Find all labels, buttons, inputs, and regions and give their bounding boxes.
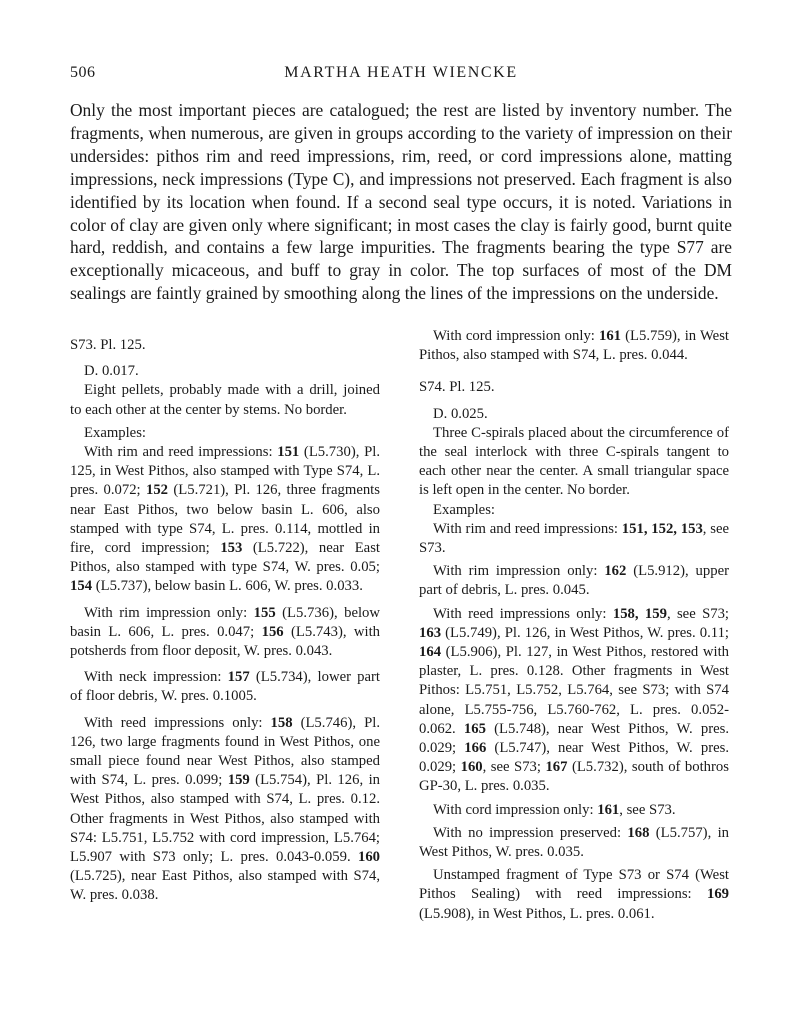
catalogue-number: 151, 152, 153 — [621, 520, 703, 537]
entry-text: (L5.912), upper part of debris, L. pres. 0.045. — [419, 563, 729, 599]
catalogue-number: 157 — [227, 669, 250, 686]
entry-text: Three C-spirals placed about the circumference of the seal interlock with three C-spirals tangent to each other near the center. A small triangular space is left open in the center. No border. — [419, 424, 729, 499]
entry-text: (L5.759), in West Pithos, also stamped with S74, L. pres. 0.044. — [419, 328, 729, 364]
entry-text: , see S73; — [482, 759, 546, 776]
s73-description — [70, 381, 380, 419]
s74-heading — [419, 378, 729, 397]
catalogue-number: 153 — [220, 540, 243, 557]
s74-diameter — [419, 405, 729, 424]
entry-text: Unstamped fragment of Type S73 or S74 (West Pithos Sealing) with reed impressions: — [419, 867, 729, 903]
intro-text: Only the most important pieces are catalogued; the rest are listed by inventory number. The fragments, when numerous, are given in groups according to the variety of impression on their undersides: pithos rim and reed impressions, rim, reed, or cord impressions alone, matting impressions, neck impressions (Type C), and impressions not preserved. Each fragment is also identified by its location when found. If a second seal type occurs, it is noted. Variations in color of clay are given only where significant; in most cases the clay is fairly good, burnt quite hard, reddish, and contains a few large impurities. The fragments bearing the type S77 are exceptionally micaceous, and buff to gray in color. The top surfaces of most of the DM sealings are faintly grained by smoothing along the lines of the impressions on the underside. — [70, 100, 732, 304]
entry-text: , see S73. — [419, 520, 729, 557]
entry-text: D. 0.017. — [84, 363, 139, 380]
s73-cord-only — [419, 327, 729, 365]
entry-text: , see S73. — [619, 801, 676, 818]
s73-reed-only — [70, 714, 380, 906]
entry-text: (L5.737), below basin L. 606, W. pres. 0.033. — [92, 578, 363, 595]
entry-text: (L5.906), Pl. 127, in West Pithos, restored with plaster, L. pres. 0.128. Other fragments in West Pithos: L5.751, L5.752, L5.764, see S73; with S74 alone, L5.755-756, L5.760-762, L. pres. 0.052-0.062. — [419, 644, 729, 737]
entry-text: (L5.732), south of bothros GP-30, L. pres. 0.035. — [419, 759, 729, 795]
s73-examples-label — [70, 424, 380, 443]
entry-text: Examples: — [84, 424, 146, 441]
s73-diameter — [70, 362, 380, 381]
s73-rim-reed — [70, 443, 380, 597]
catalogue-number: 165 — [463, 720, 486, 737]
entry-text: , see S73; — [666, 605, 730, 622]
catalogue-number: 160 — [460, 759, 483, 776]
entry-text: (L5.747), near West Pithos, W. pres. 0.029; — [419, 740, 729, 776]
entry-text: With reed impressions only: — [433, 605, 613, 622]
catalogue-number: 151 — [277, 444, 300, 461]
catalogue-number: 164 — [419, 644, 442, 661]
catalogue-number: 163 — [419, 624, 442, 641]
s73-heading — [70, 336, 380, 355]
left-column — [70, 336, 380, 906]
unstamped-fragment — [419, 866, 729, 924]
catalogue-number: 167 — [545, 759, 568, 776]
running-header — [70, 64, 732, 86]
s74-no-impression — [419, 824, 729, 862]
catalogue-number: 158 — [270, 714, 293, 731]
entry-text: With rim impression only: — [433, 563, 605, 580]
entry-text: (L5.734), lower part of floor debris, W. pres. 0.1005. — [70, 669, 381, 705]
catalogue-number: 154 — [70, 578, 93, 595]
s74-rim-only — [419, 562, 729, 600]
catalogue-number: 158, 159 — [612, 605, 667, 622]
entry-text: (L5.748), near West Pithos, W. pres. 0.029; — [419, 720, 729, 757]
catalogue-number: 162 — [604, 563, 627, 580]
catalogue-number: 161 — [597, 801, 620, 818]
entry-text: (L5.730), Pl. 125, in West Pithos, also stamped with Type S74, L. pres. 0.072; — [70, 444, 380, 499]
entry-text: (L5.722), near East Pithos, also stamped with type S74, W. pres. 0.05; — [70, 540, 380, 576]
s74-reed-only — [419, 605, 729, 797]
catalogue-number: 169 — [706, 886, 729, 903]
s74-rim-reed — [419, 520, 729, 558]
entry-text: With rim and reed impressions: — [84, 444, 278, 461]
right-column — [419, 327, 729, 924]
entry-text: (L5.754), Pl. 126, in West Pithos, also stamped with S74, L. pres. 0.12. Other fragments in West Pithos, also stamped with S74: L5.751, L5.752 with cord impression, L5.764; L5.907 with S73 only; L. pres. 0.043-0.059. — [70, 772, 380, 866]
entry-text: D. 0.025. — [433, 405, 488, 422]
entry-text: Examples: — [433, 501, 495, 518]
s74-examples-label — [419, 501, 729, 520]
entry-text: (L5.757), in West Pithos, W. pres. 0.035. — [419, 824, 729, 861]
entry-text: (L5.749), Pl. 126, in West Pithos, W. pres. 0.11; — [441, 624, 729, 641]
entry-text: S74. Pl. 125. — [419, 379, 495, 396]
entry-text: (L5.721), Pl. 126, three fragments near East Pithos, two below basin L. 606, also stamped with type S74, L. pres. 0.114, mottled in fire, cord impression; — [70, 482, 380, 557]
page-number: 506 — [70, 64, 96, 81]
catalogue-number: 161 — [598, 328, 622, 344]
catalogue-number: 160 — [357, 849, 380, 866]
entry-text: With rim impression only: — [84, 604, 254, 621]
entry-text: With rim and reed impressions: — [433, 520, 622, 537]
catalogue-number: 166 — [464, 740, 487, 757]
entry-text: With cord impression only: — [433, 328, 599, 344]
entry-text: With neck impression: — [84, 669, 228, 686]
entry-text: (L5.746), Pl. 126, two large fragments found in West Pithos, one small piece found near West Pithos, also stamped with S74, L. pres. 0.099; — [70, 714, 380, 789]
entry-text: With cord impression only: — [433, 801, 598, 818]
catalogue-number: 156 — [261, 623, 284, 640]
s73-rim-only — [70, 604, 380, 662]
entry-text: (L5.743), with potsherds from floor deposit, W. pres. 0.043. — [70, 623, 381, 660]
s74-description — [419, 424, 729, 501]
entry-text: (L5.725), near East Pithos, also stamped with S74, W. pres. 0.038. — [70, 868, 380, 904]
catalogue-number: 155 — [253, 604, 276, 621]
entry-text: (L5.736), below basin L. 606, L. pres. 0.047; — [70, 604, 380, 640]
entry-text: With no impression preserved: — [433, 824, 628, 841]
catalogue-number: 159 — [227, 772, 250, 789]
intro-paragraph — [70, 99, 732, 305]
running-title: MARTHA HEATH WIENCKE — [284, 64, 518, 81]
entry-text: (L5.908), in West Pithos, L. pres. 0.061. — [419, 905, 655, 922]
catalogue-number: 152 — [145, 482, 169, 499]
entry-text: With reed impressions only: — [84, 714, 271, 731]
s73-neck — [70, 668, 380, 706]
entry-text: Eight pellets, probably made with a drill, joined to each other at the center by stems. No border. — [70, 382, 380, 418]
catalogue-number: 168 — [627, 824, 650, 841]
entry-text: S73. Pl. 125. — [70, 337, 146, 353]
s74-cord-only — [419, 801, 729, 820]
